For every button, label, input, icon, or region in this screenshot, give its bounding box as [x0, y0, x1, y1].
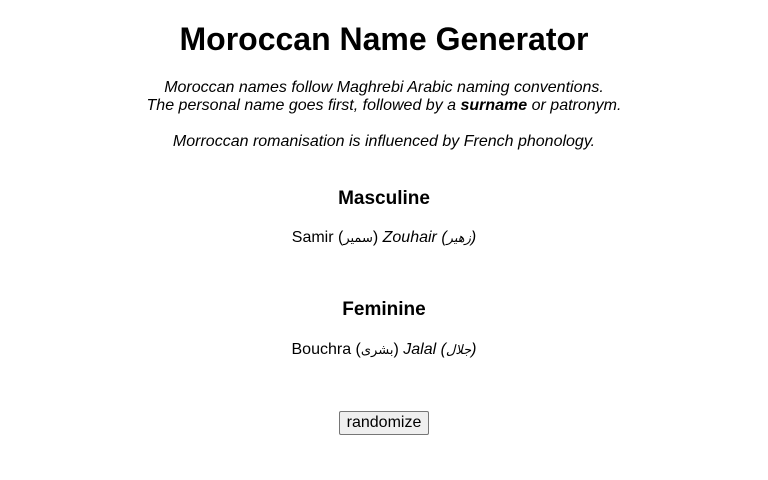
romanisation-note: Morroccan romanisation is influenced by French phonology. — [172, 133, 596, 150]
feminine-name: Bouchra (بشرى) Jalal (جلال) — [291, 341, 477, 358]
feminine-surname-arabic: جلال — [445, 343, 472, 358]
feminine-heading: Feminine — [342, 299, 426, 320]
intro-line-2 — [0, 97, 768, 115]
feminine-surname: Jalal — [403, 341, 437, 358]
masculine-name: Samir (سمير) Zouhair (زهير) — [291, 229, 477, 246]
intro-surname-emphasis: surname — [460, 97, 528, 114]
masculine-given-name-arabic: سمير — [343, 231, 373, 246]
masculine-heading: Masculine — [338, 188, 430, 209]
intro-line-1: Moroccan names follow Maghrebi Arabic naming conventions. — [164, 79, 604, 96]
feminine-surname-group: Jalal (جلال) — [403, 341, 477, 358]
intro-text — [0, 79, 768, 115]
feminine-given-name: Bouchra — [291, 341, 352, 358]
page-title: Moroccan Name Generator — [179, 21, 589, 57]
masculine-surname-arabic: زهير — [446, 231, 471, 246]
intro-line-2-start: The personal name goes first, followed by a — [146, 97, 461, 114]
masculine-given-name: Samir — [291, 229, 334, 246]
randomize-button[interactable]: randomize — [339, 411, 429, 435]
masculine-surname: Zouhair — [382, 229, 437, 246]
intro-line-2-end: or patronym. — [527, 97, 622, 114]
masculine-surname-group: Zouhair (زهير) — [382, 229, 477, 246]
feminine-given-name-arabic: بشرى — [360, 343, 394, 358]
